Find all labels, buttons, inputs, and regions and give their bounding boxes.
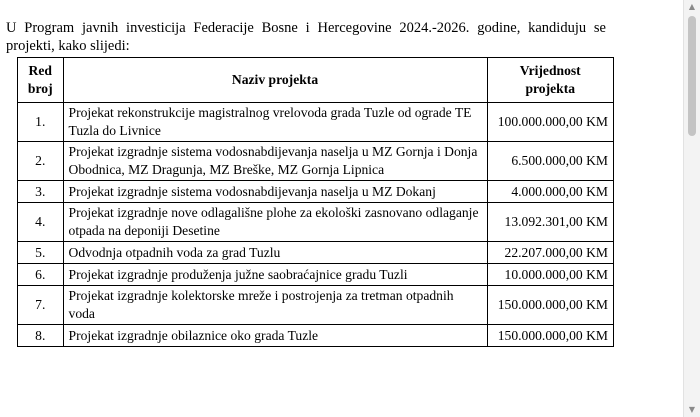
row-number: 2. [18, 142, 64, 181]
row-number: 7. [18, 286, 64, 325]
project-value: 6.500.000,00 KM [487, 142, 614, 181]
projects-table [17, 57, 614, 347]
table-row [18, 181, 614, 203]
header-row-number-line2: broj [27, 81, 53, 96]
row-number: 4. [18, 203, 64, 242]
scrollbar-thumb[interactable] [688, 16, 696, 136]
table-row [18, 286, 614, 325]
table-row [18, 103, 614, 142]
header-project-name: Naziv projekta [63, 58, 487, 103]
project-value: 150.000.000,00 KM [487, 325, 614, 347]
project-name: Projekat izgradnje obilaznice oko grada Tuzle [63, 325, 487, 347]
chevron-down-icon[interactable]: ▼ [688, 405, 696, 414]
row-number: 6. [18, 264, 64, 286]
row-number: 8. [18, 325, 64, 347]
project-value: 13.092.301,00 KM [487, 203, 614, 242]
project-value: 100.000.000,00 KM [487, 103, 614, 142]
chevron-up-icon[interactable]: ▲ [688, 2, 696, 11]
header-project-value-line1: Vrijednost [519, 63, 581, 78]
row-number: 5. [18, 242, 64, 264]
project-value: 22.207.000,00 KM [487, 242, 614, 264]
vertical-scrollbar[interactable] [683, 0, 700, 417]
header-row-number-line1: Red [28, 63, 52, 78]
project-value: 10.000.000,00 KM [487, 264, 614, 286]
project-value: 150.000.000,00 KM [487, 286, 614, 325]
header-project-value [487, 58, 614, 103]
project-name: Projekat izgradnje sistema vodosnabdijevanja naselja u MZ Gornja i Donja Obodnica, MZ Dragunja, MZ Breške, MZ Gornja Lipnica [63, 142, 487, 181]
table-row [18, 325, 614, 347]
project-name: Projekat izgradnje sistema vodosnabdijevanja naselja u MZ Dokanj [63, 181, 487, 203]
project-name: Projekat izgradnje produženja južne saobraćajnice gradu Tuzli [63, 264, 487, 286]
header-project-value-line2: projekta [525, 81, 576, 96]
table-header-row [18, 58, 614, 103]
intro-paragraph: U Program javnih investicija Federacije Bosne i Hercegovine 2024.-2026. godine, kandiduju se projekti, kako slijedi: [6, 19, 606, 54]
header-row-number [18, 58, 64, 103]
project-name: Projekat izgradnje kolektorske mreže i postrojenja za tretman otpadnih voda [63, 286, 487, 325]
table-row [18, 264, 614, 286]
project-name: Projekat izgradnje nove odlagališne plohe za ekološki zasnovano odlaganje otpada na deponiji Desetine [63, 203, 487, 242]
project-name: Odvodnja otpadnih voda za grad Tuzlu [63, 242, 487, 264]
row-number: 1. [18, 103, 64, 142]
table-row [18, 203, 614, 242]
project-value: 4.000.000,00 KM [487, 181, 614, 203]
table-row [18, 242, 614, 264]
project-name: Projekat rekonstrukcije magistralnog vrelovoda grada Tuzle od ograde TE Tuzla do Livnice [63, 103, 487, 142]
table-row [18, 142, 614, 181]
row-number: 3. [18, 181, 64, 203]
